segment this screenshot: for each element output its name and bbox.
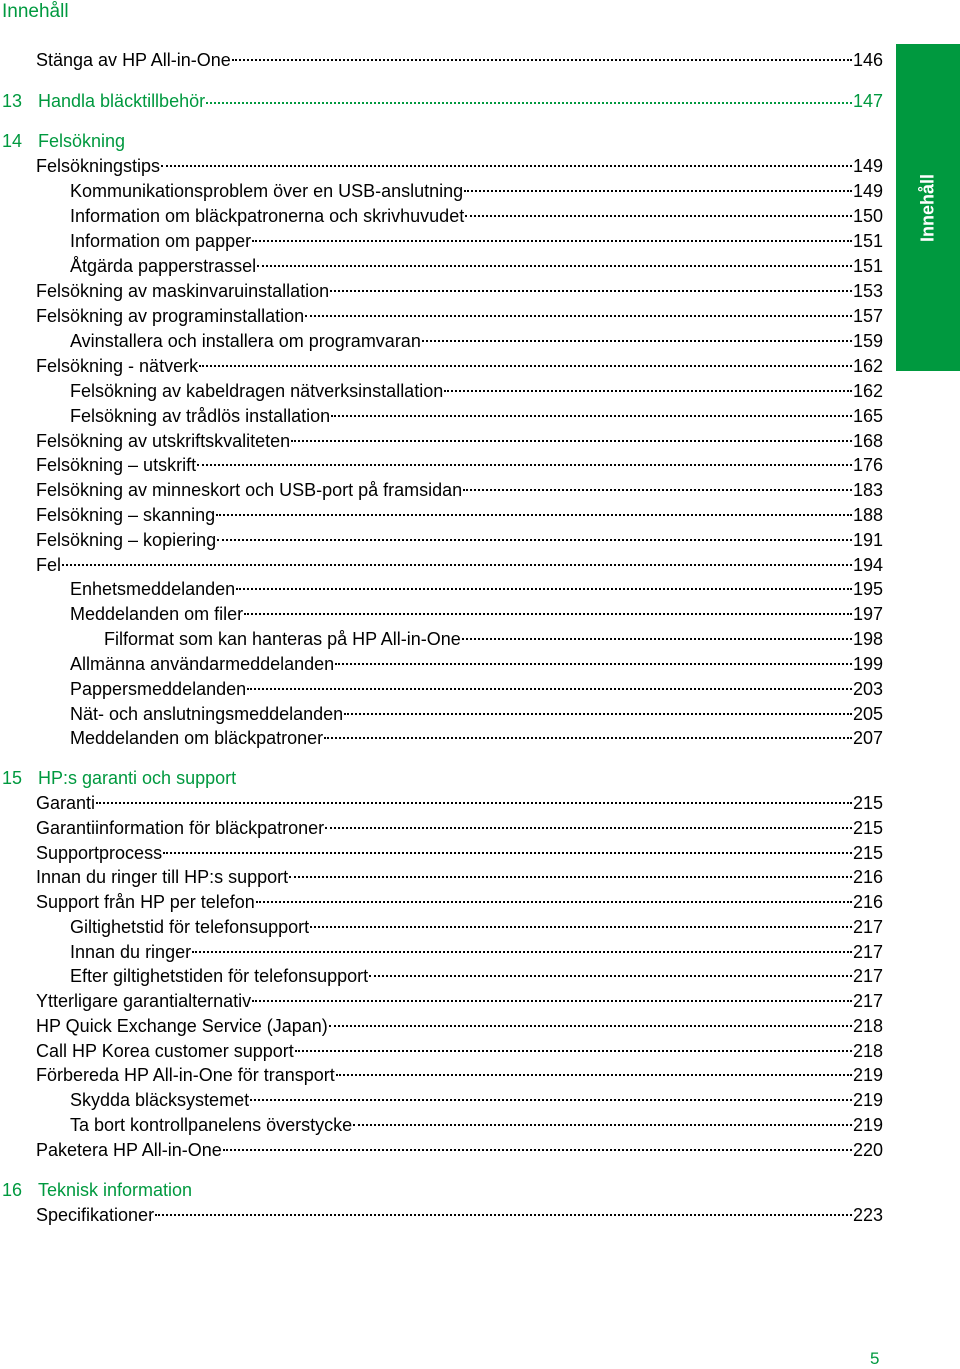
toc-entry-page: 219: [852, 1115, 883, 1135]
chapter-page: 147: [852, 91, 883, 111]
toc-entry-page: 191: [852, 530, 883, 550]
toc-entry-label: Enhetsmeddelanden: [70, 579, 236, 599]
chapter-title: Teknisk information: [38, 1180, 193, 1200]
dot-leader: [310, 926, 852, 928]
toc-entry-label: Felsökning – kopiering: [36, 530, 217, 550]
dot-leader: [324, 737, 852, 739]
toc-entry-label: Specifikationer: [36, 1205, 155, 1225]
toc-entry-page: 219: [852, 1090, 883, 1110]
section-side-tab: [896, 44, 960, 371]
toc-entry-label: Felsökning – utskrift: [36, 455, 197, 475]
toc-entry-label: Felsökning av utskriftskvaliteten: [36, 431, 291, 451]
toc-entry-label: Filformat som kan hanteras på HP All-in-One: [104, 629, 461, 649]
toc-entry[interactable]: [70, 379, 883, 403]
dot-leader: [62, 564, 852, 566]
toc-entry-page: 217: [852, 966, 883, 986]
dot-leader: [252, 1000, 852, 1002]
dot-leader: [247, 688, 852, 690]
toc-entry[interactable]: [36, 304, 883, 328]
toc-entry-page: 149: [852, 156, 883, 176]
dot-leader: [206, 102, 852, 104]
toc-entry[interactable]: [70, 179, 883, 203]
dot-leader: [330, 290, 852, 292]
toc-entry-page: 157: [852, 306, 883, 326]
toc-entry-label: Innan du ringer till HP:s support: [36, 867, 289, 887]
toc-entry-page: 218: [852, 1041, 883, 1061]
toc-entry-label: Efter giltighetstiden för telefonsupport: [70, 966, 369, 986]
toc-entry-label: Avinstallera och installera om programvaran: [70, 331, 421, 351]
toc-entry[interactable]: [70, 915, 883, 939]
toc-entry-label: Giltighetstid för telefonsupport: [70, 917, 310, 937]
toc-entry-label: Meddelanden om filer: [70, 604, 244, 624]
toc-entry-label: Ta bort kontrollpanelens överstycke: [70, 1115, 353, 1135]
toc-entry[interactable]: [70, 204, 883, 228]
toc-entry-label: Allmänna användarmeddelanden: [70, 654, 335, 674]
toc-entry-label: Garantiinformation för bläckpatroner: [36, 818, 325, 838]
toc-entry-page: 195: [852, 579, 883, 599]
toc-entry[interactable]: [70, 652, 883, 676]
toc-entry-label: HP Quick Exchange Service (Japan): [36, 1016, 328, 1036]
toc-entry-label: Innan du ringer: [70, 942, 192, 962]
dot-leader: [199, 365, 852, 367]
toc-entry-page: 203: [852, 679, 883, 699]
toc-entry-page: 215: [852, 843, 883, 863]
toc-entry-page: 205: [852, 704, 883, 724]
toc-entry-page: 217: [852, 942, 883, 962]
toc-entry-label: Meddelanden om bläckpatroner: [70, 728, 324, 748]
toc-entry-label: Stänga av HP All-in-One: [36, 50, 231, 70]
toc-entry-page: 215: [852, 793, 883, 813]
toc-entry[interactable]: [36, 865, 883, 889]
toc-entry[interactable]: [104, 627, 883, 651]
dot-leader: [329, 1025, 852, 1027]
dot-leader: [223, 1149, 852, 1151]
toc-entry[interactable]: [36, 791, 883, 815]
toc-entry[interactable]: [36, 453, 883, 477]
toc-entry-label: Call HP Korea customer support: [36, 1041, 294, 1061]
toc-entry[interactable]: [36, 1138, 883, 1162]
toc-entry-label: Information om papper: [70, 231, 252, 251]
toc-entry-label: Kommunikationsproblem över en USB-anslutning: [70, 181, 464, 201]
dot-leader: [422, 340, 852, 342]
dot-leader: [244, 613, 852, 615]
toc-entry-page: 216: [852, 867, 883, 887]
toc-entry-page: 146: [852, 50, 883, 70]
toc-entry-page: 151: [852, 231, 883, 251]
toc-entry-label: Felsökning av trådlös installation: [70, 406, 331, 426]
dot-leader: [464, 190, 852, 192]
page-number: 5: [870, 1349, 880, 1368]
dot-leader: [250, 1099, 852, 1101]
toc-entry-page: 183: [852, 480, 883, 500]
dot-leader: [331, 415, 852, 417]
toc-entry[interactable]: [36, 841, 883, 865]
toc-entry-label: Felsökning av kabeldragen nätverksinstallation: [70, 381, 444, 401]
toc-entry[interactable]: [36, 478, 883, 502]
dot-leader: [335, 663, 852, 665]
toc-entry-label: Förbereda HP All-in-One för transport: [36, 1065, 335, 1085]
toc-entry-label: Felsökningstips: [36, 156, 161, 176]
toc-entry-page: 165: [852, 406, 883, 426]
dot-leader: [163, 852, 852, 854]
chapter-title: HP:s garanti och support: [38, 768, 237, 788]
toc-entry[interactable]: [70, 1113, 883, 1137]
dot-leader: [325, 827, 852, 829]
toc-entry[interactable]: [36, 553, 883, 577]
toc-entry[interactable]: [70, 229, 883, 253]
toc-entry[interactable]: [70, 726, 883, 750]
toc-entry-page: 176: [852, 455, 883, 475]
dot-leader: [344, 713, 852, 715]
toc-entry[interactable]: [70, 254, 883, 278]
toc-entry[interactable]: [36, 429, 883, 453]
toc-entry[interactable]: [70, 577, 883, 601]
toc-entry[interactable]: [36, 1063, 883, 1087]
toc-entry[interactable]: [36, 503, 883, 527]
toc-entry[interactable]: [36, 989, 883, 1013]
chapter-number: 15: [2, 768, 23, 788]
toc-entry-label: Åtgärda papperstrassel: [70, 256, 257, 276]
toc-entry[interactable]: [36, 1039, 883, 1063]
toc-entry[interactable]: [36, 354, 883, 378]
toc-entry-page: 149: [852, 181, 883, 201]
dot-leader: [161, 165, 852, 167]
toc-entry-page: 150: [852, 206, 883, 226]
toc-entry[interactable]: [70, 329, 883, 353]
chapter-number: 14: [2, 131, 23, 151]
chapter-15-heading[interactable]: [2, 766, 236, 790]
toc-entry[interactable]: [70, 404, 883, 428]
dot-leader: [465, 215, 852, 217]
toc-entry-page: 217: [852, 917, 883, 937]
dot-leader: [96, 802, 852, 804]
toc-entry[interactable]: [70, 1088, 883, 1112]
chapter-13-heading[interactable]: [2, 89, 883, 113]
toc-entry-page: 194: [852, 555, 883, 575]
chapter-number: 13: [2, 91, 23, 111]
toc-entry-label: Felsökning av minneskort och USB-port på framsidan: [36, 480, 463, 500]
toc-entry[interactable]: [36, 528, 883, 552]
toc-entry-label: Support från HP per telefon: [36, 892, 255, 912]
toc-entry-page: 159: [852, 331, 883, 351]
toc-entry-label: Information om bläckpatronerna och skrivhuvudet: [70, 206, 465, 226]
toc-entry-label: Paketera HP All-in-One: [36, 1140, 222, 1160]
toc-entry-page: 188: [852, 505, 883, 525]
toc-entry-page: 220: [852, 1140, 883, 1160]
toc-entry[interactable]: [36, 816, 883, 840]
toc-entry-page: 217: [852, 991, 883, 1011]
chapter-title: Felsökning: [38, 131, 126, 151]
chapter-number: 16: [2, 1180, 23, 1200]
toc-entry-label: Fel: [36, 555, 62, 575]
toc-entry[interactable]: [70, 940, 883, 964]
chapter-16-heading[interactable]: [2, 1178, 192, 1202]
dot-leader: [236, 588, 852, 590]
toc-entry-label: Felsökning - nätverk: [36, 356, 199, 376]
dot-leader: [295, 1050, 852, 1052]
dot-leader: [256, 901, 852, 903]
dot-leader: [217, 539, 852, 541]
toc-entry-page: 162: [852, 356, 883, 376]
toc-entry-label: Nät- och anslutningsmeddelanden: [70, 704, 344, 724]
dot-leader: [463, 489, 852, 491]
toc-entry[interactable]: [36, 154, 883, 178]
running-header-title: Innehåll: [2, 1, 69, 22]
toc-entry-page: 162: [852, 381, 883, 401]
toc-entry-label: Garanti: [36, 793, 96, 813]
toc-entry-label: Felsökning av programinstallation: [36, 306, 305, 326]
toc-entry[interactable]: [70, 702, 883, 726]
toc-entry-page: 215: [852, 818, 883, 838]
dot-leader: [252, 240, 852, 242]
dot-leader: [291, 440, 852, 442]
side-tab-label: Innehåll: [917, 173, 938, 242]
toc-entry[interactable]: [36, 279, 883, 303]
toc-entry[interactable]: [36, 890, 883, 914]
toc-entry-label: Felsökning av maskinvaruinstallation: [36, 281, 330, 301]
toc-entry[interactable]: [70, 964, 883, 988]
toc-entry-label: Supportprocess: [36, 843, 163, 863]
toc-entry-label: Felsökning – skanning: [36, 505, 216, 525]
toc-entry-page: 197: [852, 604, 883, 624]
dot-leader: [462, 638, 852, 640]
toc-entry[interactable]: [70, 602, 883, 626]
dot-leader: [305, 315, 852, 317]
toc-entry[interactable]: [36, 48, 883, 72]
dot-leader: [369, 975, 852, 977]
toc-entry-page: 219: [852, 1065, 883, 1085]
dot-leader: [216, 514, 852, 516]
toc-entry-page: 216: [852, 892, 883, 912]
dot-leader: [155, 1214, 852, 1216]
toc-entry[interactable]: [70, 677, 883, 701]
dot-leader: [444, 390, 852, 392]
toc-entry-page: 207: [852, 728, 883, 748]
toc-entry-page: 153: [852, 281, 883, 301]
toc-entry-page: 223: [852, 1205, 883, 1225]
dot-leader: [289, 876, 852, 878]
toc-entry-page: 199: [852, 654, 883, 674]
toc-entry-page: 198: [852, 629, 883, 649]
toc-entry-label: Pappersmeddelanden: [70, 679, 247, 699]
toc-entry-page: 151: [852, 256, 883, 276]
dot-leader: [197, 464, 852, 466]
toc-entry-page: 168: [852, 431, 883, 451]
toc-entry[interactable]: [36, 1203, 883, 1227]
chapter-14-heading[interactable]: [2, 129, 125, 153]
toc-entry-page: 218: [852, 1016, 883, 1036]
dot-leader: [232, 59, 852, 61]
dot-leader: [353, 1124, 852, 1126]
toc-entry-label: Skydda bläcksystemet: [70, 1090, 250, 1110]
toc-entry-label: Ytterligare garantialternativ: [36, 991, 252, 1011]
chapter-title: Handla bläcktillbehör: [38, 91, 206, 111]
dot-leader: [192, 951, 852, 953]
dot-leader: [336, 1074, 852, 1076]
dot-leader: [257, 265, 852, 267]
toc-entry[interactable]: [36, 1014, 883, 1038]
